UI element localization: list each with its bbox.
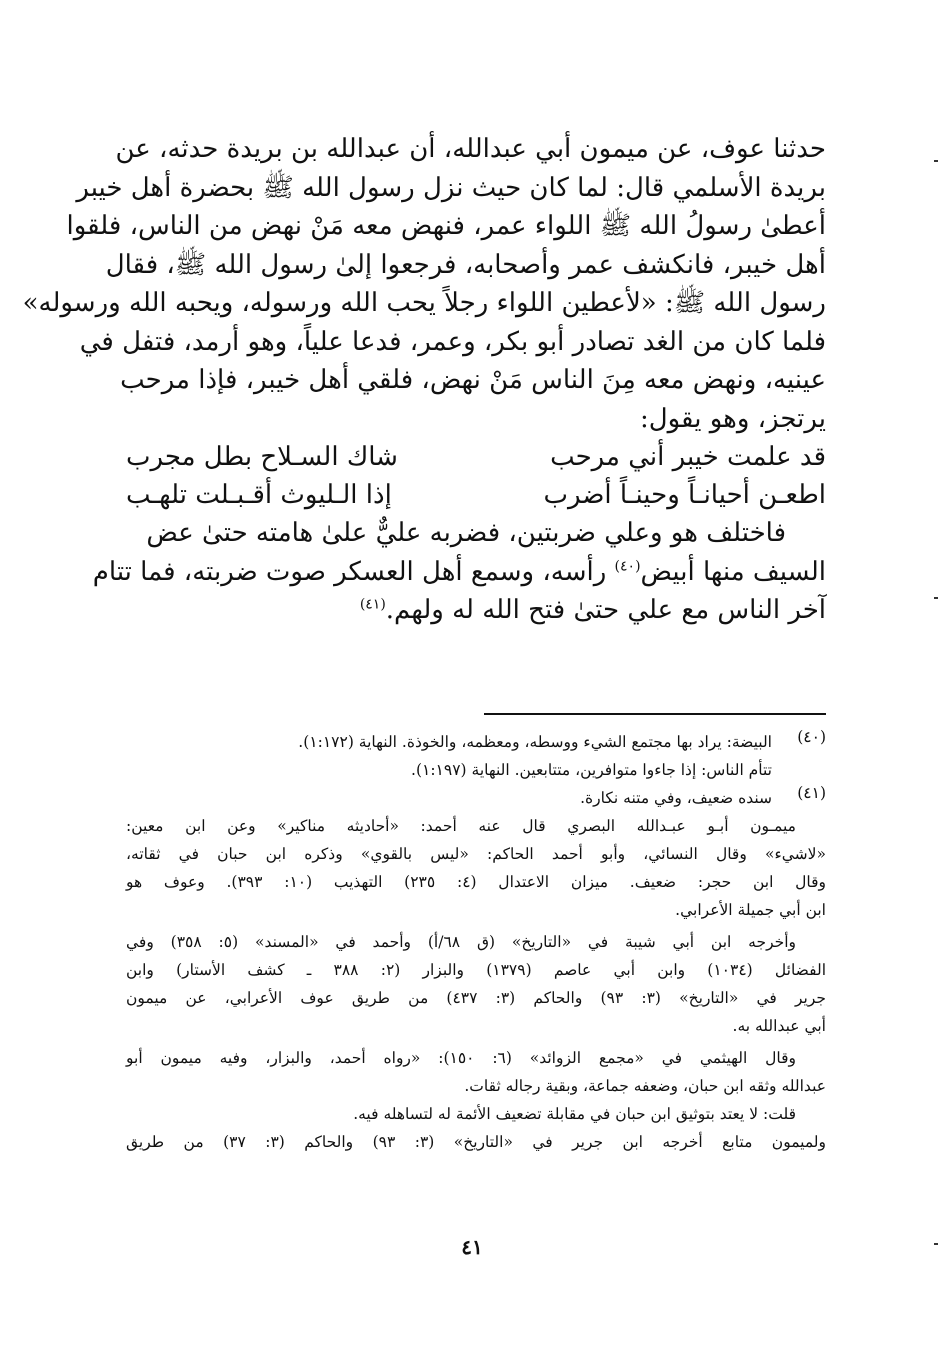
- text-fragment: آخر الناس مع علي حتىٰ فتح الله له ولهم.: [385, 595, 826, 625]
- footnote-line: وقال ابن حجر: ضعيف. ميزان الاعتدال (٤: ٢٣٥) التهذيب (١٠: ٣٩٣). وعوف هو: [126, 873, 826, 891]
- footnote-line: تتأم الناس: إذا جاءوا متوافرين، متتابعين. النهاية (١:١٩٧).: [411, 761, 772, 779]
- text-line: حدثنا عوف، عن ميمون أبي عبدالله، أن عبدالله بن بريدة حدثه، عن: [115, 134, 826, 164]
- footnote-line: سنده ضعيف، وفي متنه نكارة.: [580, 789, 772, 807]
- footnote-body: [126, 728, 772, 784]
- text-fragment: رأسه، وسمع أهل العسكر صوت ضربته، فما تتام: [92, 556, 615, 587]
- footnote-line: الفضائل (١٠٣٤) وابن أبي عاصم (١٣٧٩) والبزار (٢: ٣٨٨ ـ كشف الأستار) وابن: [126, 961, 826, 979]
- footnote-line: جرير في «التاريخ» (٣: ٩٣) والحاكم (٣: ٤٣٧) من طريق عوف الأعرابي، عن ميمون: [126, 989, 826, 1007]
- text-line: فلما كان من الغد تصادر أبو بكر، وعمر، فدعا علياً، وهو أرمد، فتفل في: [79, 326, 826, 357]
- footnote-line: ولميمون متابع أخرجه ابن جرير في «التاريخ» (٣: ٩٣) والحاكم (٣: ٣٧) من طريق: [126, 1133, 827, 1151]
- text-line: [126, 591, 826, 630]
- verse-first-hemistich: اطعـن أحيانـاً وحينـاً أضرب: [543, 480, 826, 510]
- text-line: عينيه، ونهض معه مِنَ الناس مَنْ نهض، فلقي أهل خيبر، فإذا مرحب: [120, 365, 826, 395]
- footnote-line: ميمـون أبـو عبـدالله البصري قال عنه أحمد: «أحاديثه مناكير» وعن ابن معين:: [126, 817, 796, 835]
- poem-verse: [126, 476, 826, 514]
- verse-second-hemistich: إذا الـليوث أقـبـلت تلهـب: [126, 480, 392, 510]
- text-fragment: السيف منها أبيض: [640, 556, 826, 587]
- footnote-number: (٤٠): [797, 728, 826, 746]
- verse-first-hemistich: قد علمت خيبر أني مرحب: [550, 442, 826, 472]
- verse-second-hemistich: شاك السـلاح بطل مجرب: [126, 442, 398, 472]
- text-line: رسول الله ﷺ: «لأعطين اللواء رجلاً يحب الله ورسوله، ويحبه الله ورسوله»: [22, 288, 826, 318]
- footnote-line: البيضة: يراد بها مجتمع الشيء ووسطه، ومعظمه، والخوذة. النهاية (١:١٧٢).: [298, 733, 772, 751]
- text-line: أعطىٰ رسولُ الله ﷺ اللواء عمر، فنهض معه مَنْ نهض من الناس، فلقوا: [66, 211, 826, 241]
- footnote-ref: (٤١): [359, 596, 386, 613]
- text-line: [92, 553, 826, 592]
- text-line: فاختلف هو وعلي ضربتين، فضربه عليٌّ علىٰ هامته حتىٰ عض: [146, 518, 786, 548]
- scan-mark: [934, 160, 938, 162]
- footnote-line: وأخرجه ابن أبي شيبة في «التاريخ» (ق ٦٨/أ) وأحمد في «المسند» (٥: ٣٥٨) وفي: [126, 933, 796, 951]
- footnote-41: [126, 784, 826, 812]
- footnote-line: «لاشيء» وقال النسائي، وأبو أحمد الحاكم: «ليس بالقوي» وذكره ابن حبان في ثقاته،: [126, 845, 826, 863]
- footnote-line: أبي عبدالله به.: [732, 1017, 826, 1035]
- text-line: بريدة الأسلمي قال: لما كان حيث نزل رسول الله ﷺ بحضرة أهل خيبر: [76, 172, 826, 203]
- footnote-line: قلت: لا يعتد بتوثيق ابن حبان في مقابلة تضعيف الأئمة له لتساهله فيه.: [353, 1105, 796, 1123]
- poem-verse: [126, 438, 826, 476]
- footnote-40: [126, 728, 826, 784]
- footnote-divider: [484, 713, 826, 715]
- footnotes: [126, 728, 826, 1156]
- footnote-ref: (٤٠): [614, 557, 641, 574]
- footnote-number: (٤١): [797, 784, 826, 802]
- text-line: أهل خيبر، فانكشف عمر وأصحابه، فرجعوا إلىٰ رسول الله ﷺ، فقال: [105, 249, 826, 280]
- text-line: يرتجز، وهو يقول:: [639, 403, 826, 434]
- scan-mark: [934, 597, 938, 599]
- footnote-body: [126, 784, 772, 812]
- footnote-line: ابن أبي جميلة الأعرابي.: [675, 901, 826, 919]
- scan-mark: [934, 1243, 938, 1245]
- page-number: ٤١: [461, 1235, 483, 1259]
- footnote-line: وقال الهيثمي في «مجمع الزوائد» (٦: ١٥٠): «رواه أحمد، والبزار، وفيه ميمون أبو: [126, 1049, 796, 1067]
- footnote-line: عبدالله وثقه ابن حبان، وضعفه جماعة، وبقية رجاله ثقات.: [464, 1077, 826, 1095]
- main-text: [22, 130, 826, 630]
